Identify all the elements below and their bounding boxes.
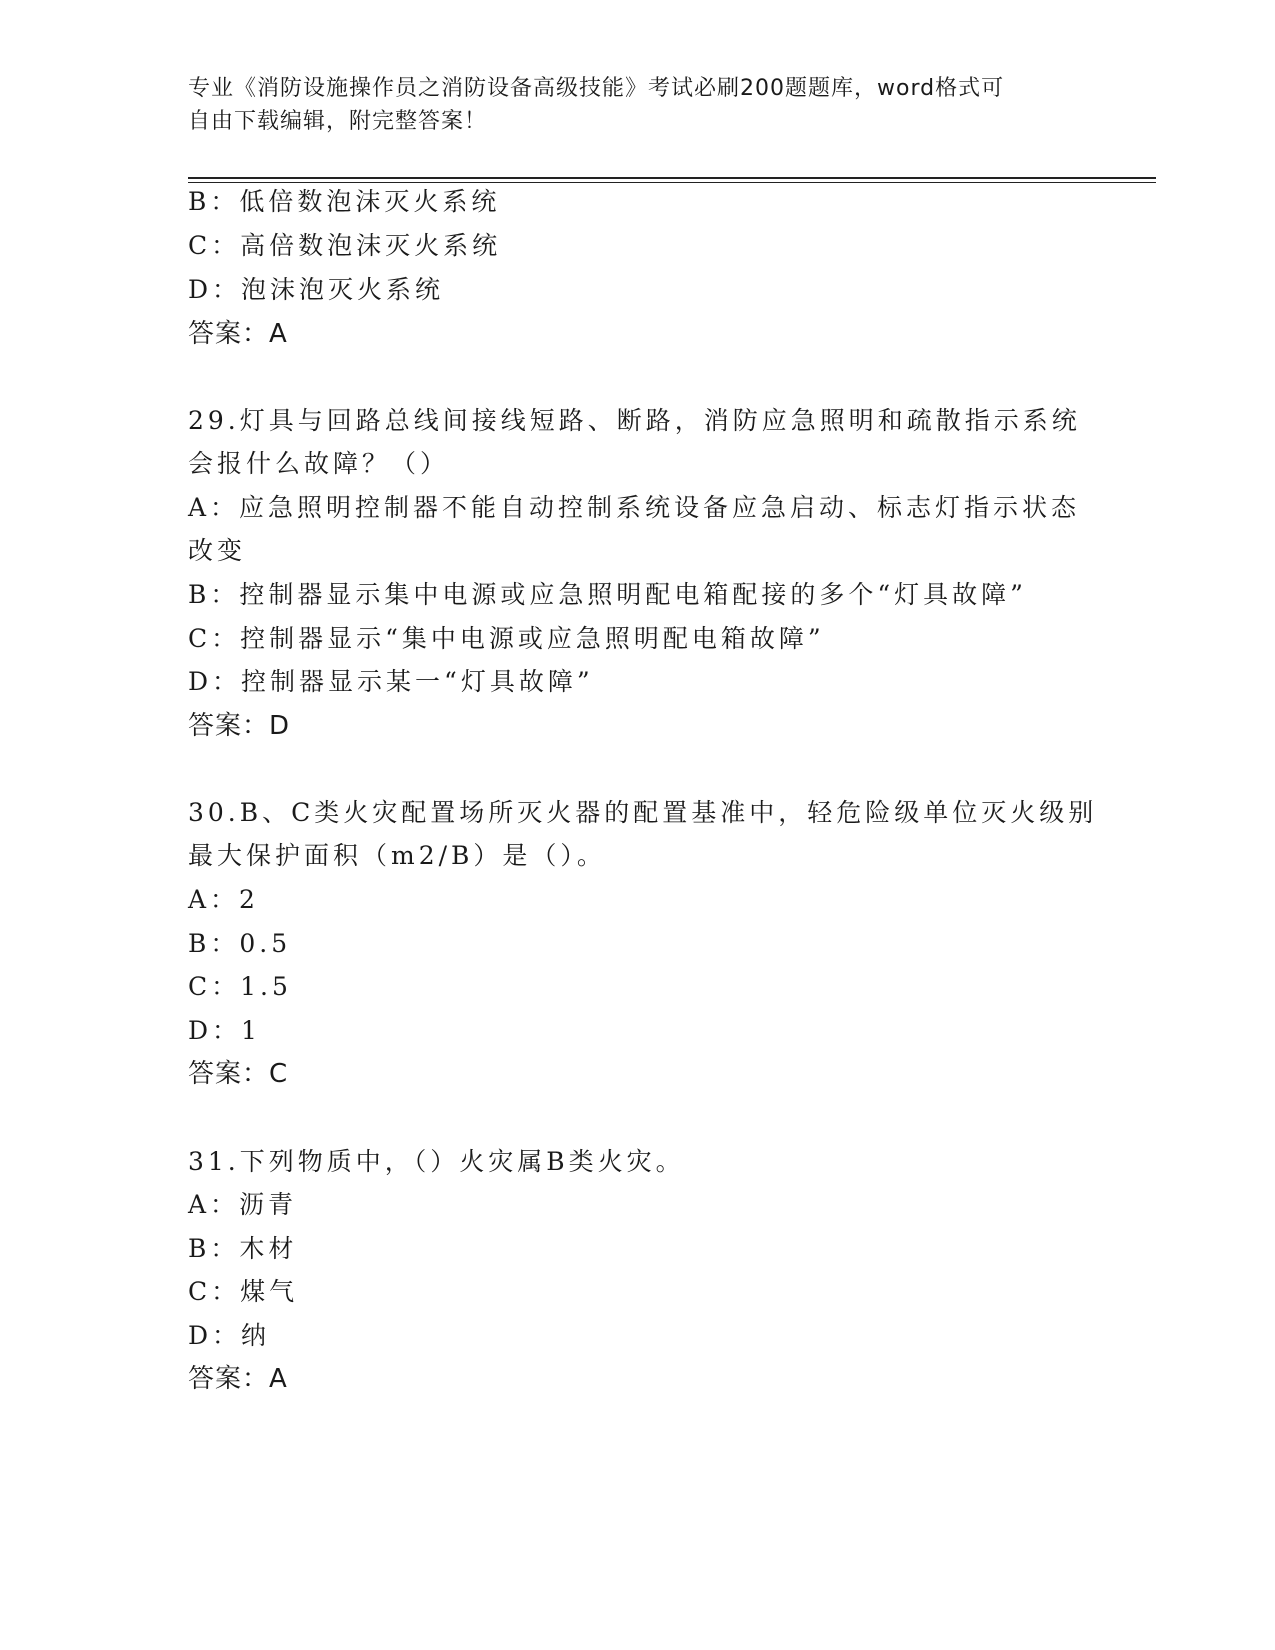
q31-option-b: B：木材 [188,1234,298,1263]
prev-question-option-c: C：高倍数泡沫灭火系统 [188,231,502,260]
q31-stem-line-1: 31.下列物质中，（）火灾属B类火灾。 [188,1147,685,1176]
q31-option-c: C：煤气 [188,1277,299,1306]
q31-answer: 答案：A [188,1364,288,1394]
prev-question-option-d: D：泡沫泡灭火系统 [188,275,445,304]
q29-answer: 答案：D [188,711,291,741]
prev-question-option-b: B：低倍数泡沫灭火系统 [188,187,501,216]
q30-option-d: D：1 [188,1016,261,1045]
q30-stem-line-1: 30.B、C类火灾配置场所灭火器的配置基准中，轻危险级单位灭火级别 [188,798,1098,827]
q29-option-b: B：控制器显示集中电源或应急照明配电箱配接的多个“灯具故障” [188,580,1027,609]
q30-answer: 答案：C [188,1059,289,1089]
q31-option-d: D：纳 [188,1321,271,1350]
q29-option-c: C：控制器显示“集中电源或应急照明配电箱故障” [188,624,825,653]
q29-option-d: D：控制器显示某一“灯具故障” [188,667,594,696]
q30-stem-line-2: 最大保护面积（m2/B）是（）。 [188,841,606,870]
q29-stem-line-1: 29.灯具与回路总线间接线短路、断路，消防应急照明和疏散指示系统 [188,406,1081,435]
header-divider-thick [188,177,1156,179]
document-header [188,72,1088,138]
q30-option-c: C：1.5 [188,972,292,1001]
q29-option-a-line-1: A：应急照明控制器不能自动控制系统设备应急启动、标志灯指示状态 [188,493,1081,522]
header-title-line-2: 自由下载编辑，附完整答案！ [188,109,488,134]
header-title-line-1: 专业《消防设施操作员之消防设备高级技能》考试必刷200题题库，word格式可 [188,76,1005,101]
q29-stem-line-2: 会报什么故障？（） [188,449,450,478]
q30-option-b: B：0.5 [188,929,292,958]
prev-question-answer: 答案：A [188,319,288,349]
q29-option-a-line-2: 改变 [188,536,247,565]
q31-option-a: A：沥青 [188,1190,298,1219]
q30-option-a: A：2 [188,885,259,914]
